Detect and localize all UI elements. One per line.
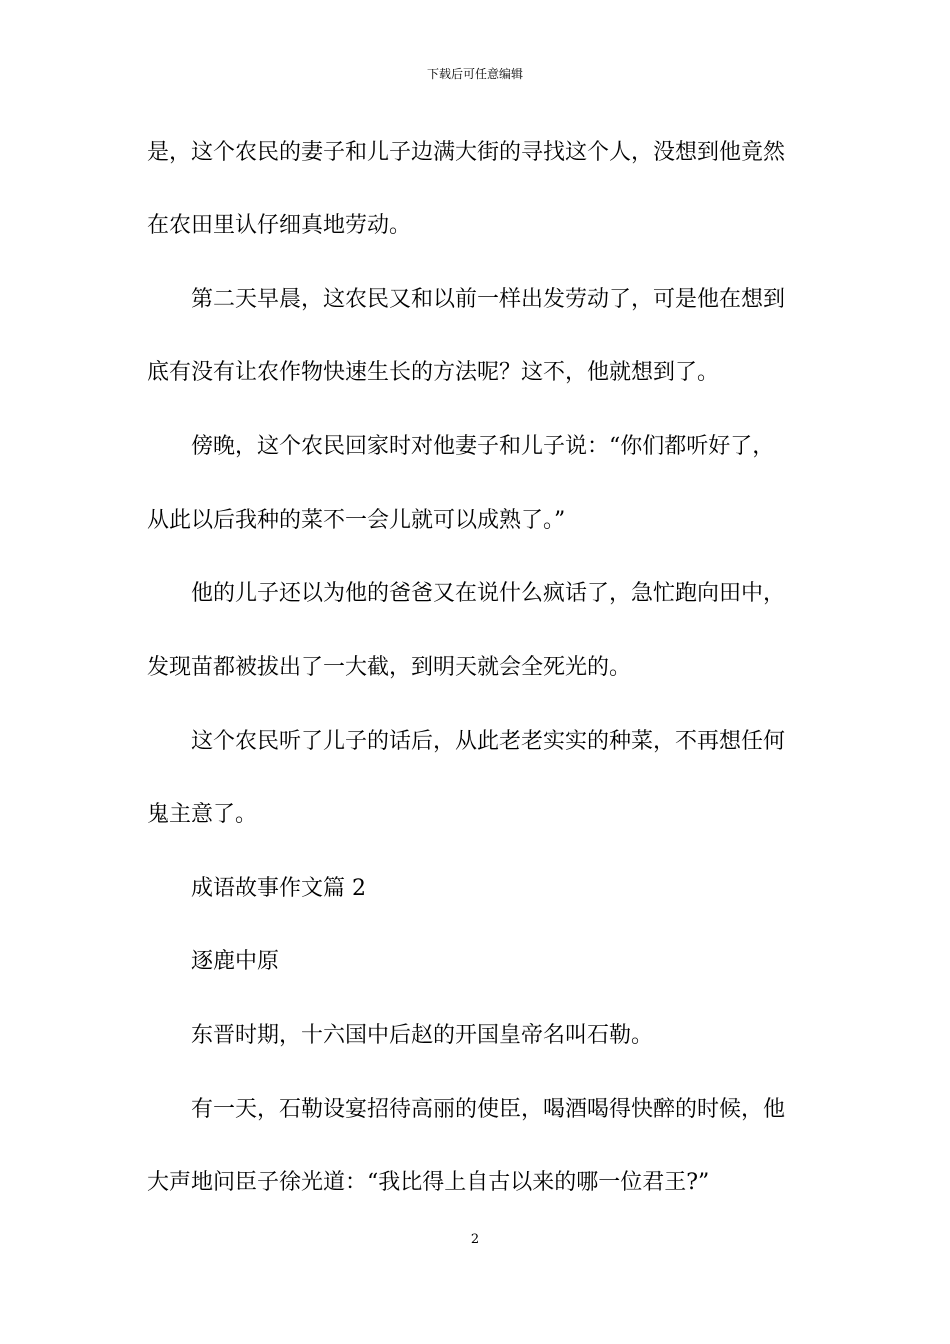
body-line: 他的儿子还以为他的爸爸又在说什么疯话了，急忙跑向田中， [191,581,786,606]
body-line: 大声地问臣子徐光道：“我比得上自古以来的哪一位君王?” [147,1170,710,1195]
body-line: 傍晚，这个农民回家时对他妻子和儿子说：“你们都听好了， [191,434,775,459]
body-line: 有一天，石勒设宴招待高丽的使臣，喝酒喝得快醉的时候，他 [191,1097,786,1122]
page-header: 下载后可任意编辑 [426,67,523,81]
story-title: 逐鹿中原 [191,949,280,974]
body-line: 第二天早晨，这农民又和以前一样出发劳动了，可是他在想到 [191,287,786,312]
section-title: 成语故事作文篇 2 [191,876,366,901]
body-line: 鬼主意了。 [147,802,258,827]
body-line: 是，这个农民的妻子和儿子边满大街的寻找这个人，没想到他竟然 [147,140,786,165]
body-line: 这个农民听了儿子的话后，从此老老实实的种菜，不再想任何 [191,729,786,754]
body-line: 在农田里认仔细真地劳动。 [147,213,412,238]
body-line: 发现苗都被拔出了一大截，到明天就会全死光的。 [147,655,632,680]
body-line: 东晋时期，十六国中后赵的开国皇帝名叫石勒。 [191,1023,654,1048]
body-line: 底有没有让农作物快速生长的方法呢？这不，他就想到了。 [147,360,720,385]
body-line: 从此以后我种的菜不一会儿就可以成熟了。” [147,508,566,533]
page-number: 2 [470,1232,480,1247]
